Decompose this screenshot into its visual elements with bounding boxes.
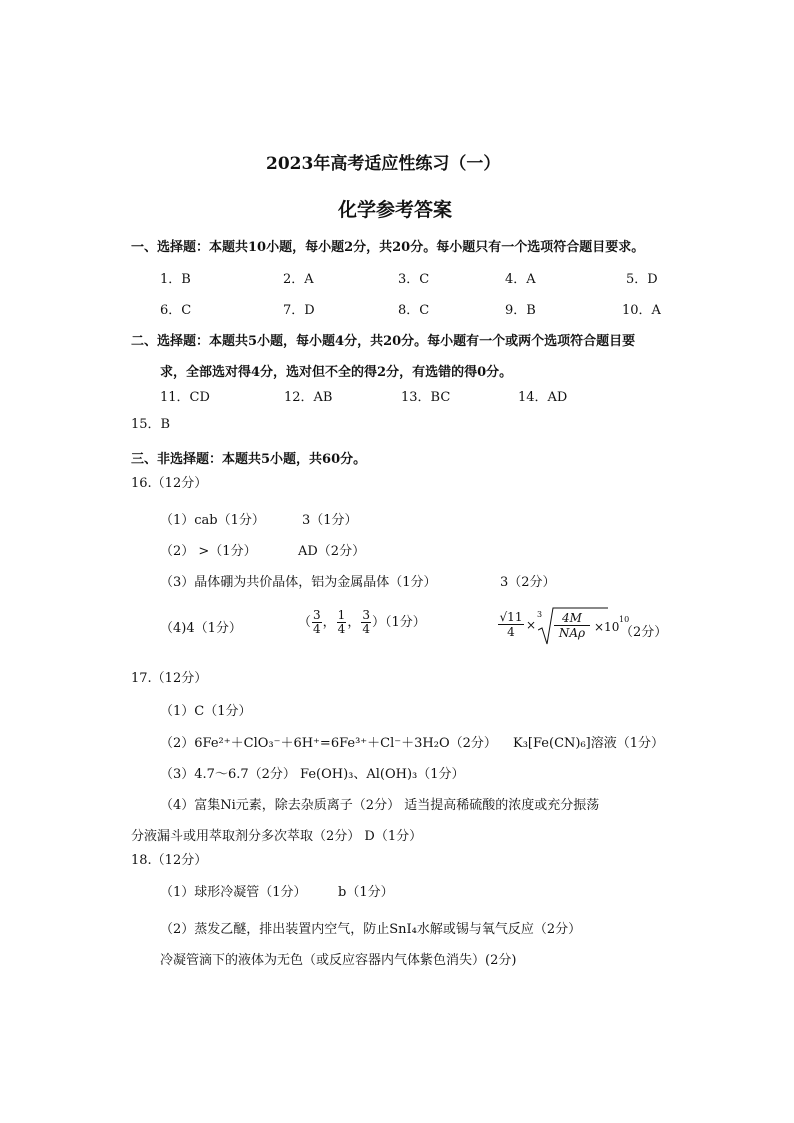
coord-num-3: 3 (362, 608, 370, 622)
coord-frac-2 (337, 609, 347, 636)
formula-den-4: 4 (507, 625, 515, 639)
answer-9: 9．B (505, 303, 536, 318)
formula-4M: 4M (554, 611, 590, 626)
coord-sep-1: ， (322, 615, 336, 630)
answer-2: 2．A (283, 272, 314, 287)
q16-part1b: 3（1分） (302, 513, 358, 528)
formula-fraction (498, 610, 524, 639)
section2-heading-line1: 二、选择题：本题共5小题，每小题4分，共20分。每小题有一个或两个选项符合题目要 (131, 334, 636, 349)
coord-den-1: 4 (313, 622, 321, 636)
answer-3: 3．C (398, 272, 430, 287)
answer-7: 7．D (283, 303, 315, 318)
q18-part1b: b（1分） (338, 885, 394, 900)
section1-heading: 一、选择题：本题共10小题，每小题2分，共20分。每小题只有一个选项符合题目要求。 (131, 240, 645, 255)
q16-part2b: AD（2分） (298, 544, 366, 559)
section3-heading: 三、非选择题：本题共5小题，共60分。 (131, 452, 367, 467)
doc-title: 2023年高考适应性练习（一） (266, 154, 501, 174)
q17-label: 17.（12分） (131, 671, 208, 686)
answer-12: 12．AB (284, 390, 333, 405)
coord-close: ）（1分） (371, 615, 426, 630)
coord-den-2: 4 (337, 622, 346, 636)
q16-part4a: （4)4（1分） (160, 621, 242, 636)
q17-part2b: K₃[Fe(CN)₆]溶液（1分） (513, 736, 665, 751)
q18-part1a: （1）球形冷凝管（1分） (160, 885, 307, 900)
q16-coordinates (298, 606, 426, 640)
coord-sep-2: ， (347, 615, 361, 630)
formula-inner-fraction (554, 611, 590, 640)
answer-6: 6．C (160, 303, 192, 318)
formula-NA-rho: NAρ (558, 626, 586, 640)
coord-frac-1 (312, 609, 322, 636)
coord-num-2: 1 (337, 608, 346, 622)
formula-score: （2分） (620, 625, 668, 640)
coord-frac-3 (361, 609, 371, 636)
q17-part4-cont: 分液漏斗或用萃取剂分多次萃取（2分） D（1分） (131, 829, 423, 844)
formula-times: × (526, 618, 537, 632)
answer-11: 11．CD (160, 390, 210, 405)
answer-1: 1．B (160, 272, 191, 287)
answer-13: 13．BC (401, 390, 451, 405)
formula-pow-base: ×10 (594, 620, 620, 634)
answer-10: 10．A (622, 303, 661, 318)
answer-14: 14．AD (518, 390, 568, 405)
formula-root-index: 3 (537, 610, 543, 619)
q18-part2: （2）蒸发乙醚，排出装置内空气，防止SnI₄水解或锡与氧气反应（2分） (160, 922, 582, 937)
q17-part4: （4）富集Ni元素，除去杂质离子（2分） 适当提高稀硫酸的浓度或充分振荡 (160, 798, 600, 813)
q17-part1: （1）C（1分） (160, 704, 252, 719)
answer-4: 4．A (505, 272, 536, 287)
q17-part3: （3）4.7～6.7（2分） Fe(OH)₃、Al(OH)₃（1分） (160, 767, 465, 782)
q16-label: 16.（12分） (131, 476, 208, 491)
answer-15: 15．B (131, 417, 171, 432)
q16-part1a: （1）cab（1分） (160, 513, 265, 528)
q16-part3a: （3）晶体硼为共价晶体，铝为金属晶体（1分） (160, 575, 437, 590)
coord-num-1: 3 (313, 608, 321, 622)
coord-open: （ (298, 615, 312, 630)
q17-part2a: （2）6Fe²⁺＋ClO₃⁻＋6H⁺=6Fe³⁺＋Cl⁻＋3H₂O（2分） (160, 736, 497, 751)
section2-heading-line2: 求，全部选对得4分，选对但不全的得2分，有选错的得0分。 (160, 365, 513, 380)
coord-den-3: 4 (362, 622, 370, 636)
answer-8: 8．C (398, 303, 430, 318)
q16-part2a: （2） >（1分） (160, 544, 257, 559)
q16-density-formula (498, 606, 668, 650)
formula-sqrt-11: √11 (499, 610, 523, 624)
answer-5: 5．D (626, 272, 658, 287)
q16-part3b: 3（2分） (500, 575, 556, 590)
doc-subtitle: 化学参考答案 (338, 199, 453, 221)
q18-label: 18.（12分） (131, 853, 208, 868)
q18-part2-cont: 冷凝管滴下的液体为无色（或反应容器内气体紫色消失）(2分) (160, 953, 517, 968)
formula-exponent: 10 (619, 615, 630, 624)
